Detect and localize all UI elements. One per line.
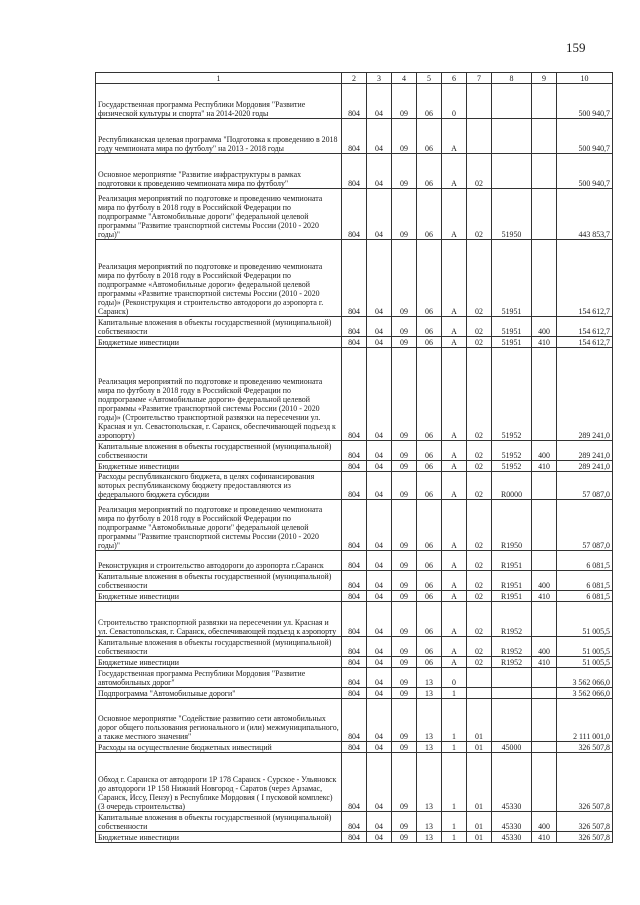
code-event: 01 <box>467 832 492 843</box>
code-direction <box>492 668 532 688</box>
code-subsection: 09 <box>392 657 417 668</box>
code-expense-type <box>532 688 557 699</box>
code-event: 02 <box>467 500 492 551</box>
code-program: 13 <box>417 832 442 843</box>
code-subprogram: 1 <box>442 699 467 742</box>
code-event: 02 <box>467 348 492 441</box>
code-program: 13 <box>417 742 442 753</box>
code-direction: 51952 <box>492 348 532 441</box>
header-cell: 5 <box>417 73 442 84</box>
code-subsection: 09 <box>392 832 417 843</box>
code-event: 02 <box>467 317 492 337</box>
code-program: 13 <box>417 753 442 812</box>
code-section: 04 <box>367 753 392 812</box>
row-name: Бюджетные инвестиции <box>96 657 342 668</box>
code-direction: 51952 <box>492 441 532 461</box>
table-row <box>96 699 613 742</box>
row-name: Подпрограмма "Автомобильные дороги" <box>96 688 342 699</box>
code-ministry: 804 <box>342 688 367 699</box>
code-expense-type <box>532 154 557 189</box>
code-expense-type <box>532 119 557 154</box>
code-expense-type <box>532 699 557 742</box>
code-section: 04 <box>367 657 392 668</box>
code-program: 06 <box>417 472 442 500</box>
code-ministry: 804 <box>342 317 367 337</box>
row-amount: 57 087,0 <box>557 472 613 500</box>
code-program: 13 <box>417 812 442 832</box>
code-subsection: 09 <box>392 668 417 688</box>
row-name: Строительство транспортной развязки на пересечении ул. Красная и ул. Севастопольская, г. Саранск, обеспечивающей подъезд к аэропорту <box>96 602 342 637</box>
code-program: 06 <box>417 441 442 461</box>
code-expense-type: 410 <box>532 337 557 348</box>
code-event <box>467 688 492 699</box>
code-program: 06 <box>417 337 442 348</box>
code-subprogram: 1 <box>442 753 467 812</box>
row-amount: 326 507,8 <box>557 742 613 753</box>
code-direction: 45330 <box>492 753 532 812</box>
code-event: 02 <box>467 657 492 668</box>
code-event: 02 <box>467 189 492 240</box>
code-section: 04 <box>367 441 392 461</box>
row-amount: 443 853,7 <box>557 189 613 240</box>
code-ministry: 804 <box>342 812 367 832</box>
code-expense-type: 400 <box>532 441 557 461</box>
code-event: 01 <box>467 742 492 753</box>
row-amount: 51 005,5 <box>557 637 613 657</box>
code-expense-type: 410 <box>532 591 557 602</box>
code-ministry: 804 <box>342 84 367 119</box>
code-program: 06 <box>417 348 442 441</box>
code-direction <box>492 84 532 119</box>
code-expense-type: 400 <box>532 317 557 337</box>
code-event: 02 <box>467 461 492 472</box>
code-ministry: 804 <box>342 832 367 843</box>
code-subsection: 09 <box>392 441 417 461</box>
code-expense-type <box>532 753 557 812</box>
row-amount: 51 005,5 <box>557 602 613 637</box>
code-program: 13 <box>417 668 442 688</box>
code-subsection: 09 <box>392 688 417 699</box>
table-row <box>96 337 613 348</box>
header-cell: 2 <box>342 73 367 84</box>
row-name: Капитальные вложения в объекты государственной (муниципальной) собственности <box>96 571 342 591</box>
code-direction <box>492 688 532 699</box>
code-section: 04 <box>367 317 392 337</box>
code-subprogram: А <box>442 551 467 571</box>
code-subprogram: А <box>442 461 467 472</box>
table-row <box>96 441 613 461</box>
code-subprogram: А <box>442 119 467 154</box>
code-event <box>467 84 492 119</box>
code-program: 13 <box>417 688 442 699</box>
code-program: 06 <box>417 461 442 472</box>
table-row <box>96 500 613 551</box>
code-subsection: 09 <box>392 348 417 441</box>
code-direction: R1951 <box>492 551 532 571</box>
table-row <box>96 154 613 189</box>
code-section: 04 <box>367 551 392 571</box>
code-subsection: 09 <box>392 337 417 348</box>
code-ministry: 804 <box>342 602 367 637</box>
code-program: 06 <box>417 154 442 189</box>
code-expense-type <box>532 602 557 637</box>
table-row <box>96 637 613 657</box>
code-event: 01 <box>467 812 492 832</box>
code-expense-type <box>532 348 557 441</box>
code-ministry: 804 <box>342 742 367 753</box>
code-event: 02 <box>467 571 492 591</box>
code-event: 02 <box>467 591 492 602</box>
row-name: Бюджетные инвестиции <box>96 591 342 602</box>
row-amount: 326 507,8 <box>557 753 613 812</box>
code-program: 06 <box>417 602 442 637</box>
code-event: 02 <box>467 240 492 317</box>
table-row <box>96 472 613 500</box>
code-direction: R1951 <box>492 591 532 602</box>
code-program: 06 <box>417 657 442 668</box>
code-ministry: 804 <box>342 637 367 657</box>
code-ministry: 804 <box>342 699 367 742</box>
code-event: 02 <box>467 337 492 348</box>
row-name: Бюджетные инвестиции <box>96 832 342 843</box>
code-program: 06 <box>417 500 442 551</box>
code-direction: 51951 <box>492 337 532 348</box>
code-ministry: 804 <box>342 189 367 240</box>
row-amount: 51 005,5 <box>557 657 613 668</box>
code-subsection: 09 <box>392 461 417 472</box>
code-subsection: 09 <box>392 753 417 812</box>
code-section: 04 <box>367 472 392 500</box>
code-subprogram: А <box>442 317 467 337</box>
table-row <box>96 461 613 472</box>
code-subsection: 09 <box>392 154 417 189</box>
row-name: Республиканская целевая программа "Подготовка к проведению в 2018 году чемпионата мира по футболу" на 2013 - 2018 годы <box>96 119 342 154</box>
code-subprogram: А <box>442 337 467 348</box>
row-name: Реализация мероприятий по подготовке и проведению чемпионата мира по футболу в 2018 году в Российской Федерации по подпрограмме "Автомобильные дороги" федеральной целевой программы "Развитие транспортной системы России (2010 - 2020 годы)" <box>96 500 342 551</box>
code-expense-type <box>532 500 557 551</box>
code-subprogram: 1 <box>442 742 467 753</box>
row-amount: 326 507,8 <box>557 832 613 843</box>
row-name: Капитальные вложения в объекты государственной (муниципальной) собственности <box>96 317 342 337</box>
code-subprogram: 1 <box>442 812 467 832</box>
code-direction: R1950 <box>492 500 532 551</box>
row-name: Реализация мероприятий по подготовке и проведению чемпионата мира по футболу в 2018 году в Российской Федерации по подпрограмме "Автомобильные дороги" федеральной целевой программы "Развитие транспортной системы России (2010 - 2020 годы)" <box>96 189 342 240</box>
code-section: 04 <box>367 84 392 119</box>
row-name: Реализация мероприятий по подготовке и проведению чемпионата мира по футболу в 2018 году в Российской Федерации по подпрограмме «Автомобильные дороги» федеральной целевой программы «Развитие транспортной системы России (2010 - 2020 годы)» (Строительство транспортной развязки на пересечении ул. Красная и ул. Севастопольская, г. Саранск, обеспечивающей подъезд к аэропорту) <box>96 348 342 441</box>
code-section: 04 <box>367 337 392 348</box>
code-section: 04 <box>367 189 392 240</box>
row-amount: 154 612,7 <box>557 337 613 348</box>
code-ministry: 804 <box>342 337 367 348</box>
code-subsection: 09 <box>392 500 417 551</box>
code-subsection: 09 <box>392 571 417 591</box>
code-event: 02 <box>467 602 492 637</box>
row-amount: 3 562 066,0 <box>557 668 613 688</box>
code-expense-type: 400 <box>532 812 557 832</box>
code-program: 13 <box>417 699 442 742</box>
row-name: Бюджетные инвестиции <box>96 461 342 472</box>
row-name: Реализация мероприятий по подготовке и проведению чемпионата мира по футболу в 2018 году в Российской Федерации по подпрограмме «Автомобильные дороги» федеральной целевой программы «Развитие транспортной системы России (2010 - 2020 годы)» (Реконструкция и строительство автодороги до аэропорта г. Саранск) <box>96 240 342 317</box>
row-name: Капитальные вложения в объекты государственной (муниципальной) собственности <box>96 637 342 657</box>
row-amount: 3 562 066,0 <box>557 688 613 699</box>
code-program: 06 <box>417 240 442 317</box>
code-ministry: 804 <box>342 657 367 668</box>
code-event <box>467 119 492 154</box>
table-row <box>96 602 613 637</box>
code-expense-type <box>532 742 557 753</box>
table-row <box>96 657 613 668</box>
code-subprogram: 1 <box>442 688 467 699</box>
code-section: 04 <box>367 602 392 637</box>
budget-table <box>95 72 613 843</box>
code-section: 04 <box>367 832 392 843</box>
code-section: 04 <box>367 119 392 154</box>
code-section: 04 <box>367 461 392 472</box>
table-row <box>96 571 613 591</box>
code-ministry: 804 <box>342 119 367 154</box>
row-amount: 154 612,7 <box>557 317 613 337</box>
table-row <box>96 84 613 119</box>
table-row <box>96 551 613 571</box>
code-subprogram: А <box>442 441 467 461</box>
code-expense-type: 410 <box>532 461 557 472</box>
code-event: 02 <box>467 551 492 571</box>
code-direction <box>492 699 532 742</box>
code-subsection: 09 <box>392 602 417 637</box>
code-section: 04 <box>367 348 392 441</box>
code-event: 02 <box>467 472 492 500</box>
code-subsection: 09 <box>392 591 417 602</box>
code-expense-type <box>532 84 557 119</box>
row-amount: 289 241,0 <box>557 461 613 472</box>
code-ministry: 804 <box>342 500 367 551</box>
code-subsection: 09 <box>392 812 417 832</box>
code-program: 06 <box>417 551 442 571</box>
code-expense-type <box>532 189 557 240</box>
table-row <box>96 812 613 832</box>
table-row <box>96 832 613 843</box>
code-expense-type <box>532 472 557 500</box>
row-amount: 154 612,7 <box>557 240 613 317</box>
row-amount: 2 111 001,0 <box>557 699 613 742</box>
code-subsection: 09 <box>392 742 417 753</box>
code-program: 06 <box>417 637 442 657</box>
row-name: Основное мероприятие "Развитие инфраструктуры в рамках подготовки к проведению чемпионата мира по футболу" <box>96 154 342 189</box>
table-row <box>96 119 613 154</box>
code-expense-type: 410 <box>532 657 557 668</box>
code-subsection: 09 <box>392 317 417 337</box>
code-subprogram: 0 <box>442 84 467 119</box>
code-expense-type <box>532 668 557 688</box>
code-direction <box>492 119 532 154</box>
code-section: 04 <box>367 812 392 832</box>
code-subsection: 09 <box>392 240 417 317</box>
code-direction: 51950 <box>492 189 532 240</box>
row-name: Капитальные вложения в объекты государственной (муниципальной) собственности <box>96 441 342 461</box>
table-row <box>96 742 613 753</box>
code-ministry: 804 <box>342 551 367 571</box>
row-name: Расходы республиканского бюджета, в целях софинансирования которых республиканскому бюджету предоставляются из федерального бюджета субсидии <box>96 472 342 500</box>
code-ministry: 804 <box>342 441 367 461</box>
header-cell: 6 <box>442 73 467 84</box>
header-cell: 9 <box>532 73 557 84</box>
header-cell: 7 <box>467 73 492 84</box>
row-amount: 6 081,5 <box>557 591 613 602</box>
code-subsection: 09 <box>392 84 417 119</box>
code-event: 02 <box>467 441 492 461</box>
code-program: 06 <box>417 84 442 119</box>
code-subprogram: А <box>442 240 467 317</box>
code-section: 04 <box>367 688 392 699</box>
code-event: 02 <box>467 637 492 657</box>
code-direction: 45330 <box>492 812 532 832</box>
table-row <box>96 240 613 317</box>
code-subprogram: 0 <box>442 668 467 688</box>
table-row <box>96 591 613 602</box>
row-name: Обход г. Саранска от автодороги 1Р 178 Саранск - Сурское - Ульяновск до автодороги 1Р 158 Нижний Новгород - Саратов (через Арзамас, Саранск, Иссу, Пензу) в Республике Мордовия ( I пусковой комплекс) (3 очередь строительства) <box>96 753 342 812</box>
code-program: 06 <box>417 317 442 337</box>
row-amount: 289 241,0 <box>557 348 613 441</box>
code-subprogram: А <box>442 154 467 189</box>
code-expense-type: 400 <box>532 571 557 591</box>
table-row <box>96 753 613 812</box>
header-cell: 10 <box>557 73 613 84</box>
code-section: 04 <box>367 240 392 317</box>
code-section: 04 <box>367 500 392 551</box>
row-name: Бюджетные инвестиции <box>96 337 342 348</box>
code-ministry: 804 <box>342 668 367 688</box>
code-direction: R1952 <box>492 657 532 668</box>
code-program: 06 <box>417 119 442 154</box>
page-number: 159 <box>566 40 586 55</box>
table-row <box>96 688 613 699</box>
header-cell: 1 <box>96 73 342 84</box>
code-event <box>467 668 492 688</box>
code-ministry: 804 <box>342 591 367 602</box>
code-subprogram: А <box>442 591 467 602</box>
header-cell: 3 <box>367 73 392 84</box>
code-subsection: 09 <box>392 551 417 571</box>
row-amount: 289 241,0 <box>557 441 613 461</box>
row-amount: 500 940,7 <box>557 154 613 189</box>
code-subprogram: А <box>442 637 467 657</box>
row-amount: 57 087,0 <box>557 500 613 551</box>
code-section: 04 <box>367 668 392 688</box>
code-direction: 45000 <box>492 742 532 753</box>
code-ministry: 804 <box>342 461 367 472</box>
code-ministry: 804 <box>342 154 367 189</box>
table-row <box>96 668 613 688</box>
code-direction: 51951 <box>492 317 532 337</box>
code-section: 04 <box>367 699 392 742</box>
code-direction: R0000 <box>492 472 532 500</box>
code-section: 04 <box>367 154 392 189</box>
code-subprogram: А <box>442 189 467 240</box>
code-direction: R1951 <box>492 571 532 591</box>
code-subsection: 09 <box>392 189 417 240</box>
code-subprogram: А <box>442 571 467 591</box>
code-expense-type <box>532 551 557 571</box>
code-ministry: 804 <box>342 240 367 317</box>
code-subsection: 09 <box>392 119 417 154</box>
row-name: Реконструкция и строительство автодороги до аэропорта г.Саранск <box>96 551 342 571</box>
code-direction: 51952 <box>492 461 532 472</box>
row-amount: 6 081,5 <box>557 551 613 571</box>
row-name: Основное мероприятие "Содействие развитию сети автомобильных дорог общего пользования регионального и (или) межмуниципального, а также местного значения" <box>96 699 342 742</box>
header-row <box>96 73 613 84</box>
code-subprogram: А <box>442 472 467 500</box>
code-direction <box>492 154 532 189</box>
row-amount: 6 081,5 <box>557 571 613 591</box>
code-subsection: 09 <box>392 637 417 657</box>
row-name: Расходы на осуществление бюджетных инвестиций <box>96 742 342 753</box>
code-direction: R1952 <box>492 602 532 637</box>
code-program: 06 <box>417 571 442 591</box>
code-ministry: 804 <box>342 472 367 500</box>
code-direction: 45330 <box>492 832 532 843</box>
code-program: 06 <box>417 591 442 602</box>
code-ministry: 804 <box>342 753 367 812</box>
code-expense-type <box>532 240 557 317</box>
code-direction: 51951 <box>492 240 532 317</box>
code-event: 01 <box>467 753 492 812</box>
code-section: 04 <box>367 591 392 602</box>
row-amount: 500 940,7 <box>557 119 613 154</box>
code-expense-type: 400 <box>532 637 557 657</box>
table-row <box>96 348 613 441</box>
code-subprogram: А <box>442 657 467 668</box>
code-section: 04 <box>367 742 392 753</box>
code-subprogram: А <box>442 348 467 441</box>
code-subprogram: А <box>442 500 467 551</box>
row-amount: 326 507,8 <box>557 812 613 832</box>
code-subsection: 09 <box>392 472 417 500</box>
code-event: 02 <box>467 154 492 189</box>
code-subprogram: А <box>442 602 467 637</box>
code-ministry: 804 <box>342 348 367 441</box>
header-cell: 4 <box>392 73 417 84</box>
row-amount: 500 940,7 <box>557 84 613 119</box>
row-name: Государственная программа Республики Мордовия "Развитие автомобильных дорог" <box>96 668 342 688</box>
table-row <box>96 317 613 337</box>
row-name: Капитальные вложения в объекты государственной (муниципальной) собственности <box>96 812 342 832</box>
header-cell: 8 <box>492 73 532 84</box>
code-expense-type: 410 <box>532 832 557 843</box>
code-program: 06 <box>417 189 442 240</box>
row-name: Государственная программа Республики Мордовия "Развитие физической культуры и спорта" на 2014-2020 годы <box>96 84 342 119</box>
code-subprogram: 1 <box>442 832 467 843</box>
code-ministry: 804 <box>342 571 367 591</box>
table-row <box>96 189 613 240</box>
code-section: 04 <box>367 571 392 591</box>
code-subsection: 09 <box>392 699 417 742</box>
code-section: 04 <box>367 637 392 657</box>
code-event: 01 <box>467 699 492 742</box>
code-direction: R1952 <box>492 637 532 657</box>
